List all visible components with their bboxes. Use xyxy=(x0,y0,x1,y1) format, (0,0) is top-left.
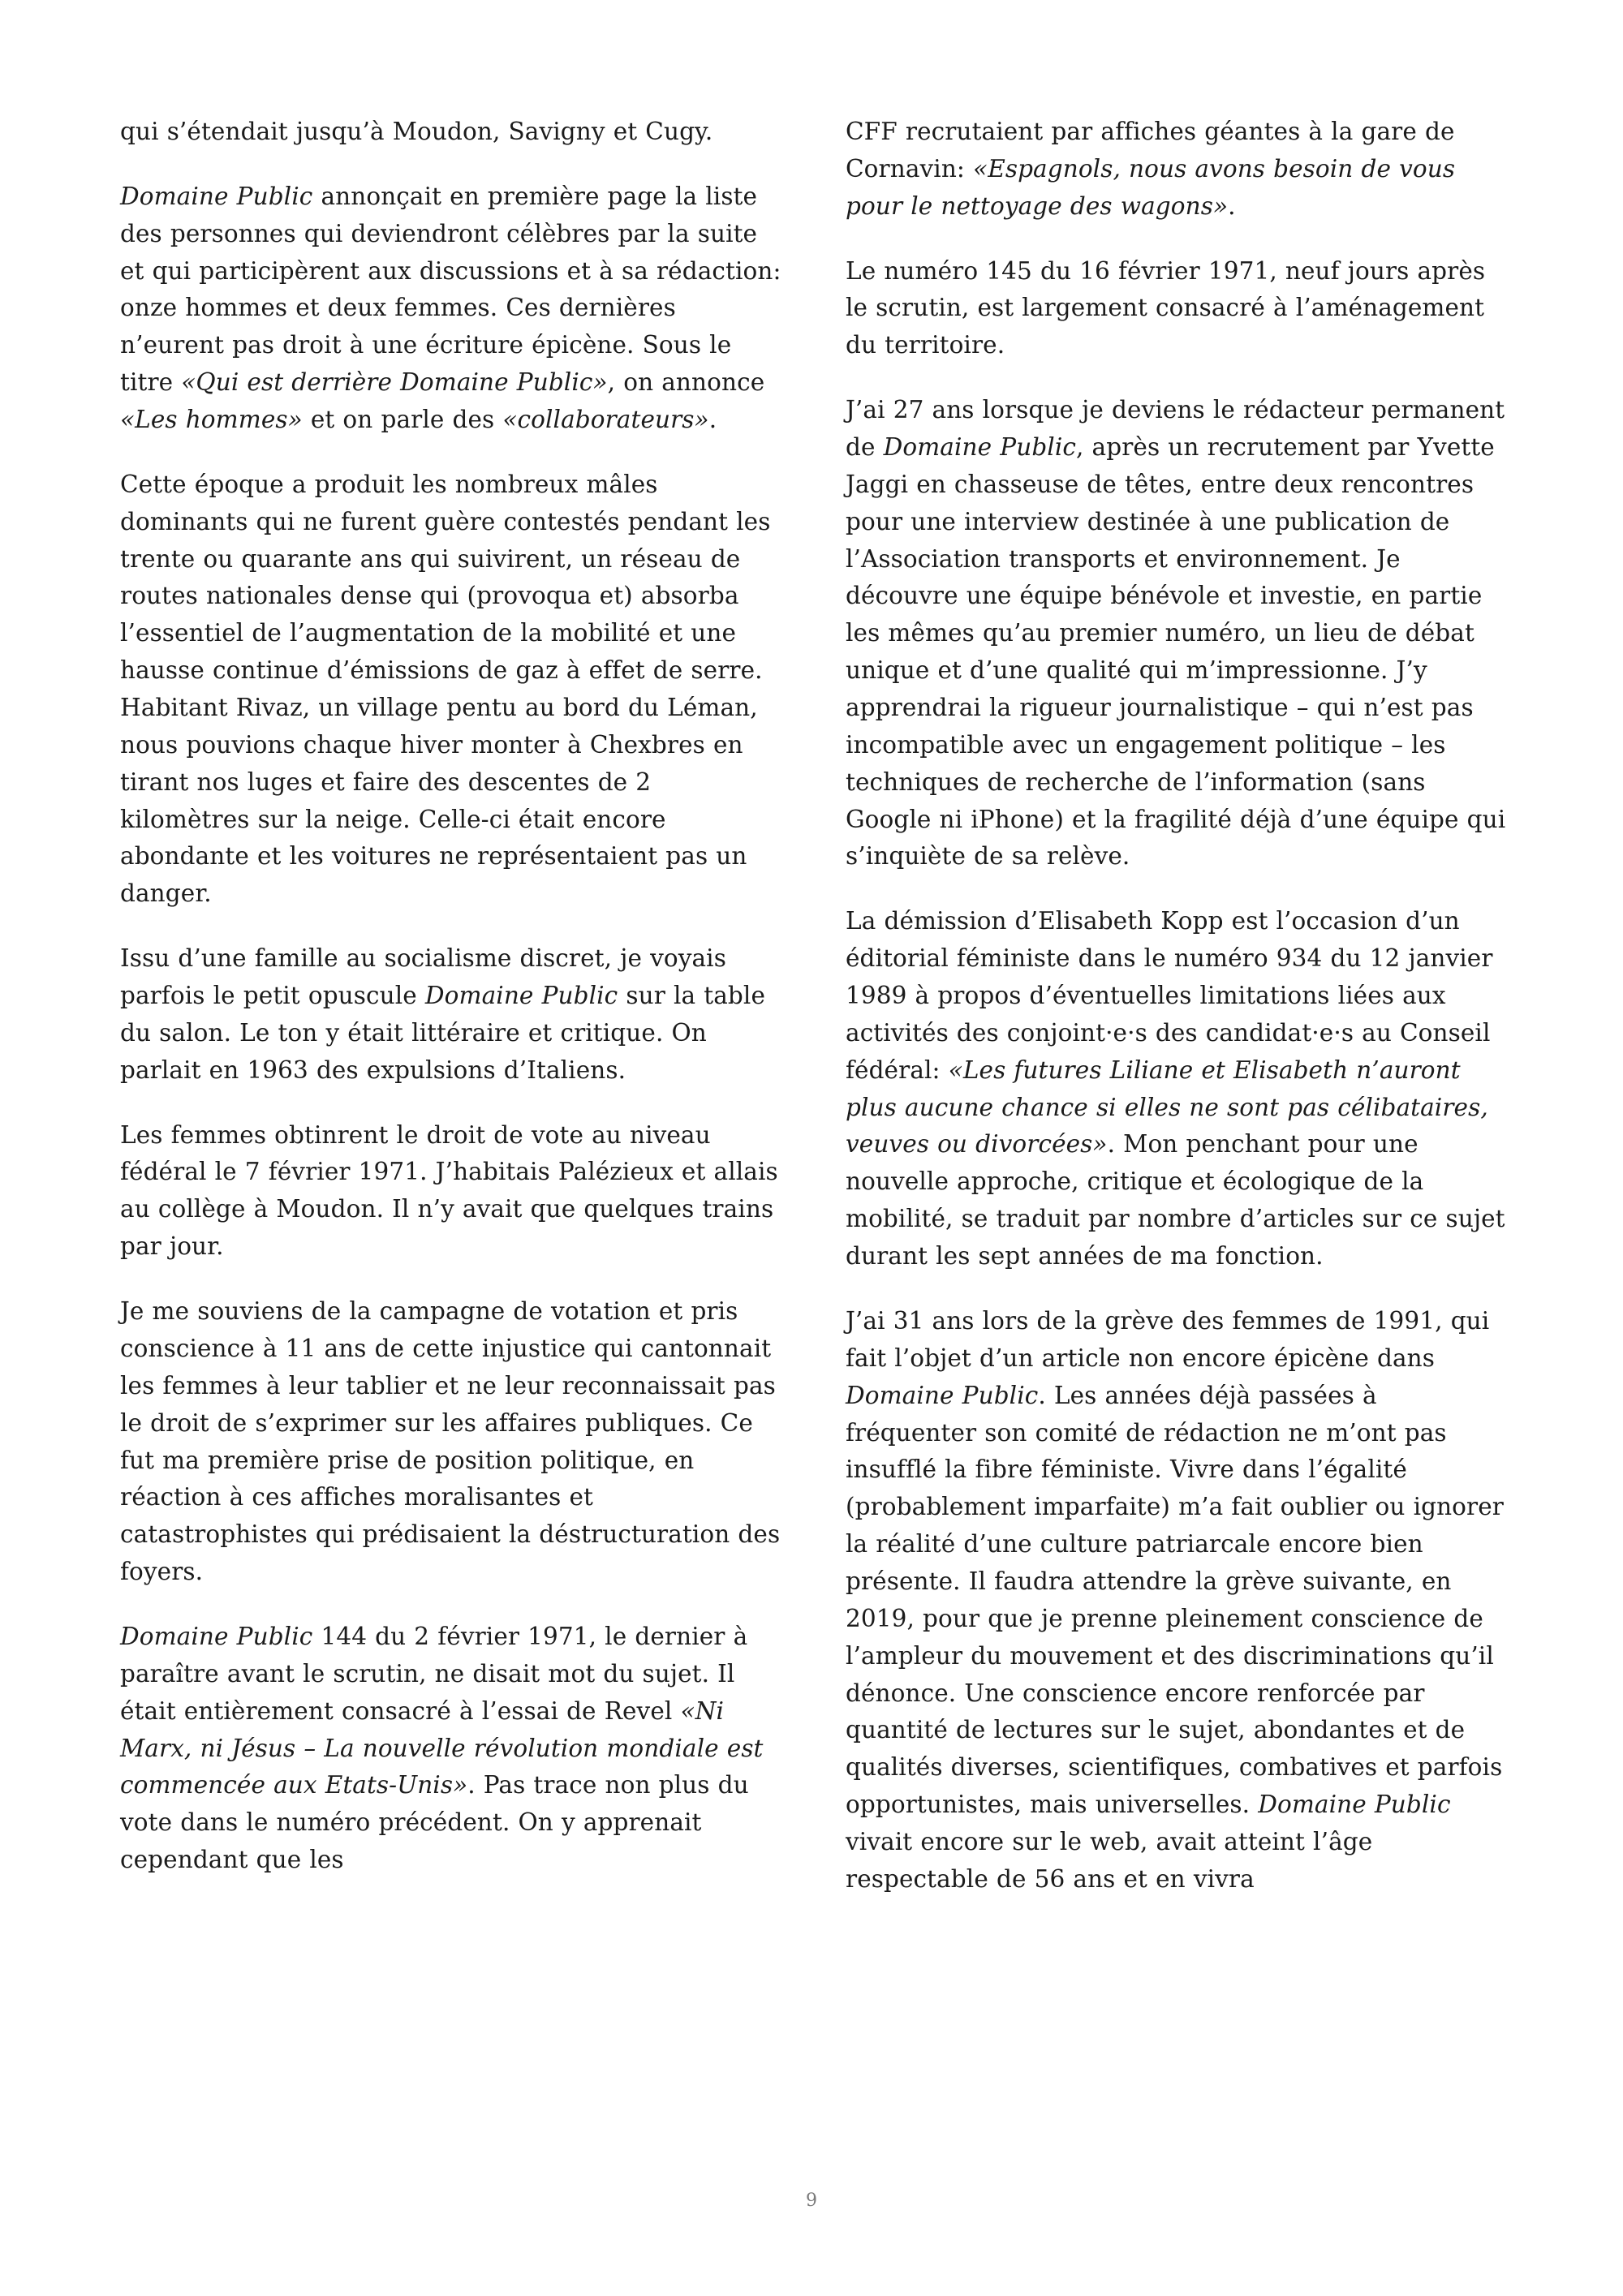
text-run: qui s’étendait jusqu’à Moudon, Savigny et Cugy. xyxy=(120,118,713,145)
text-run: La démission d’Elisabeth Kopp est l’occasion d’un éditorial féministe dans le numéro 934 du 12 janvier 1989 à propos d’éventuelles limitations liées aux activités des conjoint·e·s des candidat·e·s au Conseil fédéral: xyxy=(846,907,1493,1084)
text-run: Je me souviens de la campagne de votation et pris conscience à 11 ans de cette injustice qui cantonnait les femmes à leur tablier et ne leur reconnaissait pas le droit de s’exprimer sur les affaires publiques. Ce fut ma première prise de position politique, en réaction à ces affiches moralisantes et catastrophistes qui prédisaient la déstructuration des foyers. xyxy=(120,1297,781,1586)
paragraph xyxy=(120,940,782,1089)
paragraph xyxy=(846,1303,1508,1898)
paragraph xyxy=(120,114,782,151)
text-run: sur la table du salon. Le ton y était littéraire et critique. On parlait en 1963 des expulsions d’Italiens. xyxy=(120,982,766,1084)
text-run: Issu d’une famille au socialisme discret, je voyais parfois le petit opuscule xyxy=(120,944,726,1010)
italic-run: Domaine Public xyxy=(120,1622,313,1650)
italic-run: Domaine Public xyxy=(883,433,1076,462)
italic-run: «collaborateurs» xyxy=(502,406,709,434)
paragraph xyxy=(846,392,1508,875)
italic-run: «Les futures Liliane et Elisabeth n’auront plus aucune chance si elles ne sont pas célibataires, veuves ou divorcées» xyxy=(846,1056,1488,1159)
left-column xyxy=(120,114,782,1898)
italic-run: Domaine Public xyxy=(120,182,313,210)
paragraph xyxy=(846,114,1508,226)
paragraph xyxy=(120,1117,782,1266)
paragraph xyxy=(120,467,782,913)
page-number: 9 xyxy=(806,2191,817,2211)
text-run: . Pas trace non plus du vote dans le numéro précédent. On y apprenait cependant que les xyxy=(120,1771,749,1874)
paragraph xyxy=(120,178,782,439)
text-run: Les femmes obtinrent le droit de vote au niveau fédéral le 7 février 1971. J’habitais Palézieux et allais au collège à Moudon. Il n’y avait que quelques trains par jour. xyxy=(120,1120,778,1261)
text-run: J’ai 27 ans lorsque je deviens le rédacteur permanent de xyxy=(846,396,1505,462)
right-column xyxy=(846,114,1508,1898)
text-run: , après un recrutement par Yvette Jaggi en chasseuse de têtes, entre deux rencontres pour une interview destinée à une publication de l’Association transports et environnement. Je découvre une équipe bénévole et investie, en partie les mêmes qu’au premier numéro, un lieu de débat unique et d’une qualité qui m’impressionne. J’y apprendrai la rigueur journalistique – qui n’est pas incompatible avec un engagement politique – les techniques de recherche de l’information (sans Google ni iPhone) et la fragilité déjà d’une équipe qui s’inquiète de sa relève. xyxy=(846,433,1506,871)
text-run: vivait encore sur le web, avait atteint l’âge respectable de 56 ans et en vivra xyxy=(846,1827,1373,1893)
text-run: . xyxy=(708,406,717,434)
italic-run: «Les hommes» xyxy=(120,406,303,434)
text-run: , on annonce xyxy=(607,368,765,397)
paragraph xyxy=(846,253,1508,365)
italic-run: «Qui est derrière Domaine Public» xyxy=(181,368,608,397)
italic-run: «Ni Marx, ni Jésus – La nouvelle révolution mondiale est commencée aux Etats-Unis» xyxy=(120,1696,764,1799)
text-run: CFF recrutaient par affiches géantes à la gare de Cornavin: xyxy=(846,118,1455,183)
italic-run: Domaine Public xyxy=(424,982,618,1010)
italic-run: Domaine Public xyxy=(1258,1791,1451,1819)
paragraph xyxy=(846,903,1508,1275)
paragraph xyxy=(120,1293,782,1591)
paragraph xyxy=(120,1619,782,1879)
italic-run: Domaine Public xyxy=(846,1381,1039,1409)
text-run: . Les années déjà passées à fréquenter son comité de rédaction ne m’ont pas insufflé la fibre féministe. Vivre dans l’égalité (probablement imparfaite) m’a fait oublier ou ignorer la réalité d’une culture patriarcale encore bien présente. Il faudra attendre la grève suivante, en 2019, pour que je prenne pleinement conscience de l’ampleur du mouvement et des discriminations qu’il dénonce. Une conscience encore renforcée par quantité de lectures sur le sujet, abondantes et de qualités diverses, scientifiques, combatives et parfois opportunistes, mais universelles. xyxy=(846,1381,1505,1819)
text-run: annonçait en première page la liste des personnes qui deviendront célèbres par la suite et qui participèrent aux discussions et à sa rédaction: onze hommes et deux femmes. Ces dernières n’eurent pas droit à une écriture épicène. Sous le titre xyxy=(120,182,781,397)
text-run: Le numéro 145 du 16 février 1971, neuf jours après le scrutin, est largement consacré à l’aménagement du territoire. xyxy=(846,256,1486,359)
text-run: 144 du 2 février 1971, le dernier à paraître avant le scrutin, ne disait mot du sujet. Il était entièrement consacré à l’essai de Revel xyxy=(120,1622,748,1725)
text-run: et on parle des xyxy=(302,406,503,434)
text-run: J’ai 31 ans lors de la grève des femmes de 1991, qui fait l’objet d’un article non encore épicène dans xyxy=(846,1306,1490,1372)
text-run: Cette époque a produit les nombreux mâles dominants qui ne furent guère contestés pendant les trente ou quarante ans qui suivirent, un réseau de routes nationales dense qui (provoqua et) absorba l’essentiel de l’augmentation de la mobilité et une hausse continue d’émissions de gaz à effet de serre. Habitant Rivaz, un village pentu au bord du Léman, nous pouvions chaque hiver monter à Chexbres en tirant nos luges et faire des descentes de 2 kilomètres sur la neige. Celle-ci était encore abondante et les voitures ne représentaient pas un danger. xyxy=(120,470,771,908)
text-run: . xyxy=(1228,191,1236,220)
two-column-body xyxy=(120,114,1508,1898)
text-run: . Mon penchant pour une nouvelle approche, critique et écologique de la mobilité, se traduit par nombre d’articles sur ce sujet durant les sept années de ma fonction. xyxy=(846,1130,1505,1271)
italic-run: «Espagnols, nous avons besoin de vous pour le nettoyage des wagons» xyxy=(846,154,1456,220)
